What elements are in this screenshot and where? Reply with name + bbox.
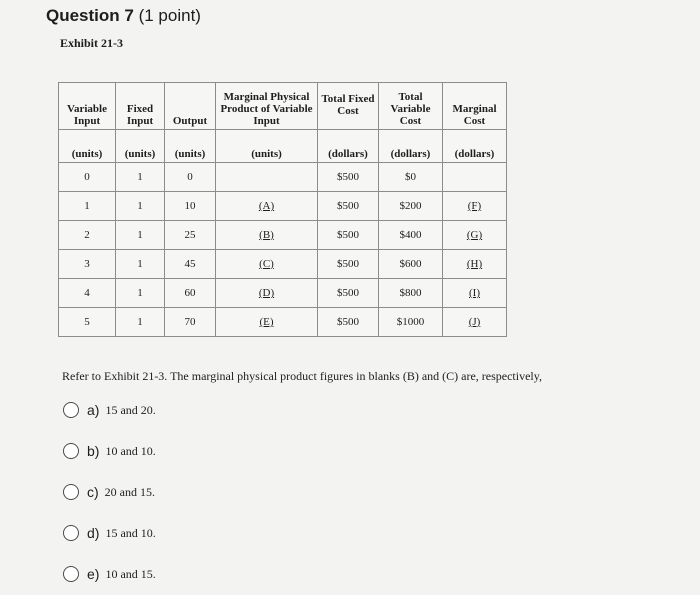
header-total-variable-cost: Total Variable Cost xyxy=(379,83,443,130)
radio-button[interactable] xyxy=(63,402,79,418)
variable-input-cell: 3 xyxy=(59,250,116,279)
radio-button[interactable] xyxy=(63,443,79,459)
option-letter: c) xyxy=(87,484,99,500)
output-cell: 70 xyxy=(165,308,216,337)
marginal-physical-product-cell: (C) xyxy=(216,250,318,279)
option-text: 15 and 10. xyxy=(105,525,156,540)
variable-input-cell: 0 xyxy=(59,163,116,192)
question-number: Question 7 xyxy=(46,6,134,25)
fixed-input-cell: 1 xyxy=(116,279,165,308)
variable-input-cell: 5 xyxy=(59,308,116,337)
question-points: (1 point) xyxy=(138,6,201,25)
total-fixed-cost-cell: $500 xyxy=(318,163,379,192)
option-text: 15 and 20. xyxy=(105,402,156,417)
variable-input-cell: 2 xyxy=(59,221,116,250)
table-units-row xyxy=(59,130,507,163)
option-letter: a) xyxy=(87,402,100,418)
table-row xyxy=(59,279,507,308)
marginal-physical-product-cell: (D) xyxy=(216,279,318,308)
output-cell: 45 xyxy=(165,250,216,279)
units-cell: (dollars) xyxy=(443,130,507,163)
units-cell: (units) xyxy=(165,130,216,163)
radio-button[interactable] xyxy=(63,525,79,541)
total-fixed-cost-cell: $500 xyxy=(318,192,379,221)
table-row xyxy=(59,221,507,250)
marginal-cost-cell: (G) xyxy=(443,221,507,250)
variable-input-cell: 4 xyxy=(59,279,116,308)
fixed-input-cell: 1 xyxy=(116,250,165,279)
table-header-row xyxy=(59,83,507,130)
marginal-physical-product-cell: (B) xyxy=(216,221,318,250)
exhibit-label: Exhibit 21-3 xyxy=(60,36,124,50)
marginal-physical-product-cell: (A) xyxy=(216,192,318,221)
question-title xyxy=(46,6,201,26)
total-variable-cost-cell: $400 xyxy=(379,221,443,250)
table-body xyxy=(59,163,507,337)
fixed-input-cell: 1 xyxy=(116,308,165,337)
radio-button[interactable] xyxy=(63,566,79,582)
table-row xyxy=(59,163,507,192)
total-fixed-cost-cell: $500 xyxy=(318,250,379,279)
header-total-fixed-cost: Total Fixed Cost xyxy=(318,83,379,130)
radio-button[interactable] xyxy=(63,484,79,500)
marginal-physical-product-cell xyxy=(216,163,318,192)
table-row xyxy=(59,308,507,337)
header-fixed-input: Fixed Input xyxy=(116,83,165,130)
fixed-input-cell: 1 xyxy=(116,221,165,250)
units-cell: (units) xyxy=(216,130,318,163)
output-cell: 25 xyxy=(165,221,216,250)
answer-option-b[interactable] xyxy=(63,443,156,459)
units-cell: (units) xyxy=(59,130,116,163)
option-text: 10 and 10. xyxy=(105,443,156,458)
marginal-cost-cell: (H) xyxy=(443,250,507,279)
units-cell: (dollars) xyxy=(379,130,443,163)
units-cell: (units) xyxy=(116,130,165,163)
variable-input-cell: 1 xyxy=(59,192,116,221)
option-letter: b) xyxy=(87,443,100,459)
total-variable-cost-cell: $1000 xyxy=(379,308,443,337)
fixed-input-cell: 1 xyxy=(116,192,165,221)
answer-option-c[interactable] xyxy=(63,484,155,500)
option-letter: d) xyxy=(87,525,100,541)
answer-option-a[interactable] xyxy=(63,402,156,418)
option-text: 10 and 15. xyxy=(105,566,156,581)
exhibit-table xyxy=(58,82,507,337)
header-marginal-physical-product: Marginal Physical Product of Variable Input xyxy=(216,83,318,130)
marginal-cost-cell: (F) xyxy=(443,192,507,221)
total-fixed-cost-cell: $500 xyxy=(318,308,379,337)
option-text: 20 and 15. xyxy=(104,484,155,499)
header-output: Output xyxy=(165,83,216,130)
marginal-physical-product-cell: (E) xyxy=(216,308,318,337)
answer-option-e[interactable] xyxy=(63,566,156,582)
answer-option-d[interactable] xyxy=(63,525,156,541)
output-cell: 60 xyxy=(165,279,216,308)
table-row xyxy=(59,192,507,221)
total-variable-cost-cell: $0 xyxy=(379,163,443,192)
units-cell: (dollars) xyxy=(318,130,379,163)
total-fixed-cost-cell: $500 xyxy=(318,221,379,250)
total-variable-cost-cell: $600 xyxy=(379,250,443,279)
table-row xyxy=(59,250,507,279)
fixed-input-cell: 1 xyxy=(116,163,165,192)
total-fixed-cost-cell: $500 xyxy=(318,279,379,308)
output-cell: 0 xyxy=(165,163,216,192)
total-variable-cost-cell: $200 xyxy=(379,192,443,221)
marginal-cost-cell: (I) xyxy=(443,279,507,308)
header-variable-input: Variable Input xyxy=(59,83,116,130)
option-letter: e) xyxy=(87,566,100,582)
total-variable-cost-cell: $800 xyxy=(379,279,443,308)
question-prompt: Refer to Exhibit 21-3. The marginal physical product figures in blanks (B) and (C) are, respectively, xyxy=(62,369,542,383)
header-marginal-cost: Marginal Cost xyxy=(443,83,507,130)
marginal-cost-cell xyxy=(443,163,507,192)
output-cell: 10 xyxy=(165,192,216,221)
marginal-cost-cell: (J) xyxy=(443,308,507,337)
